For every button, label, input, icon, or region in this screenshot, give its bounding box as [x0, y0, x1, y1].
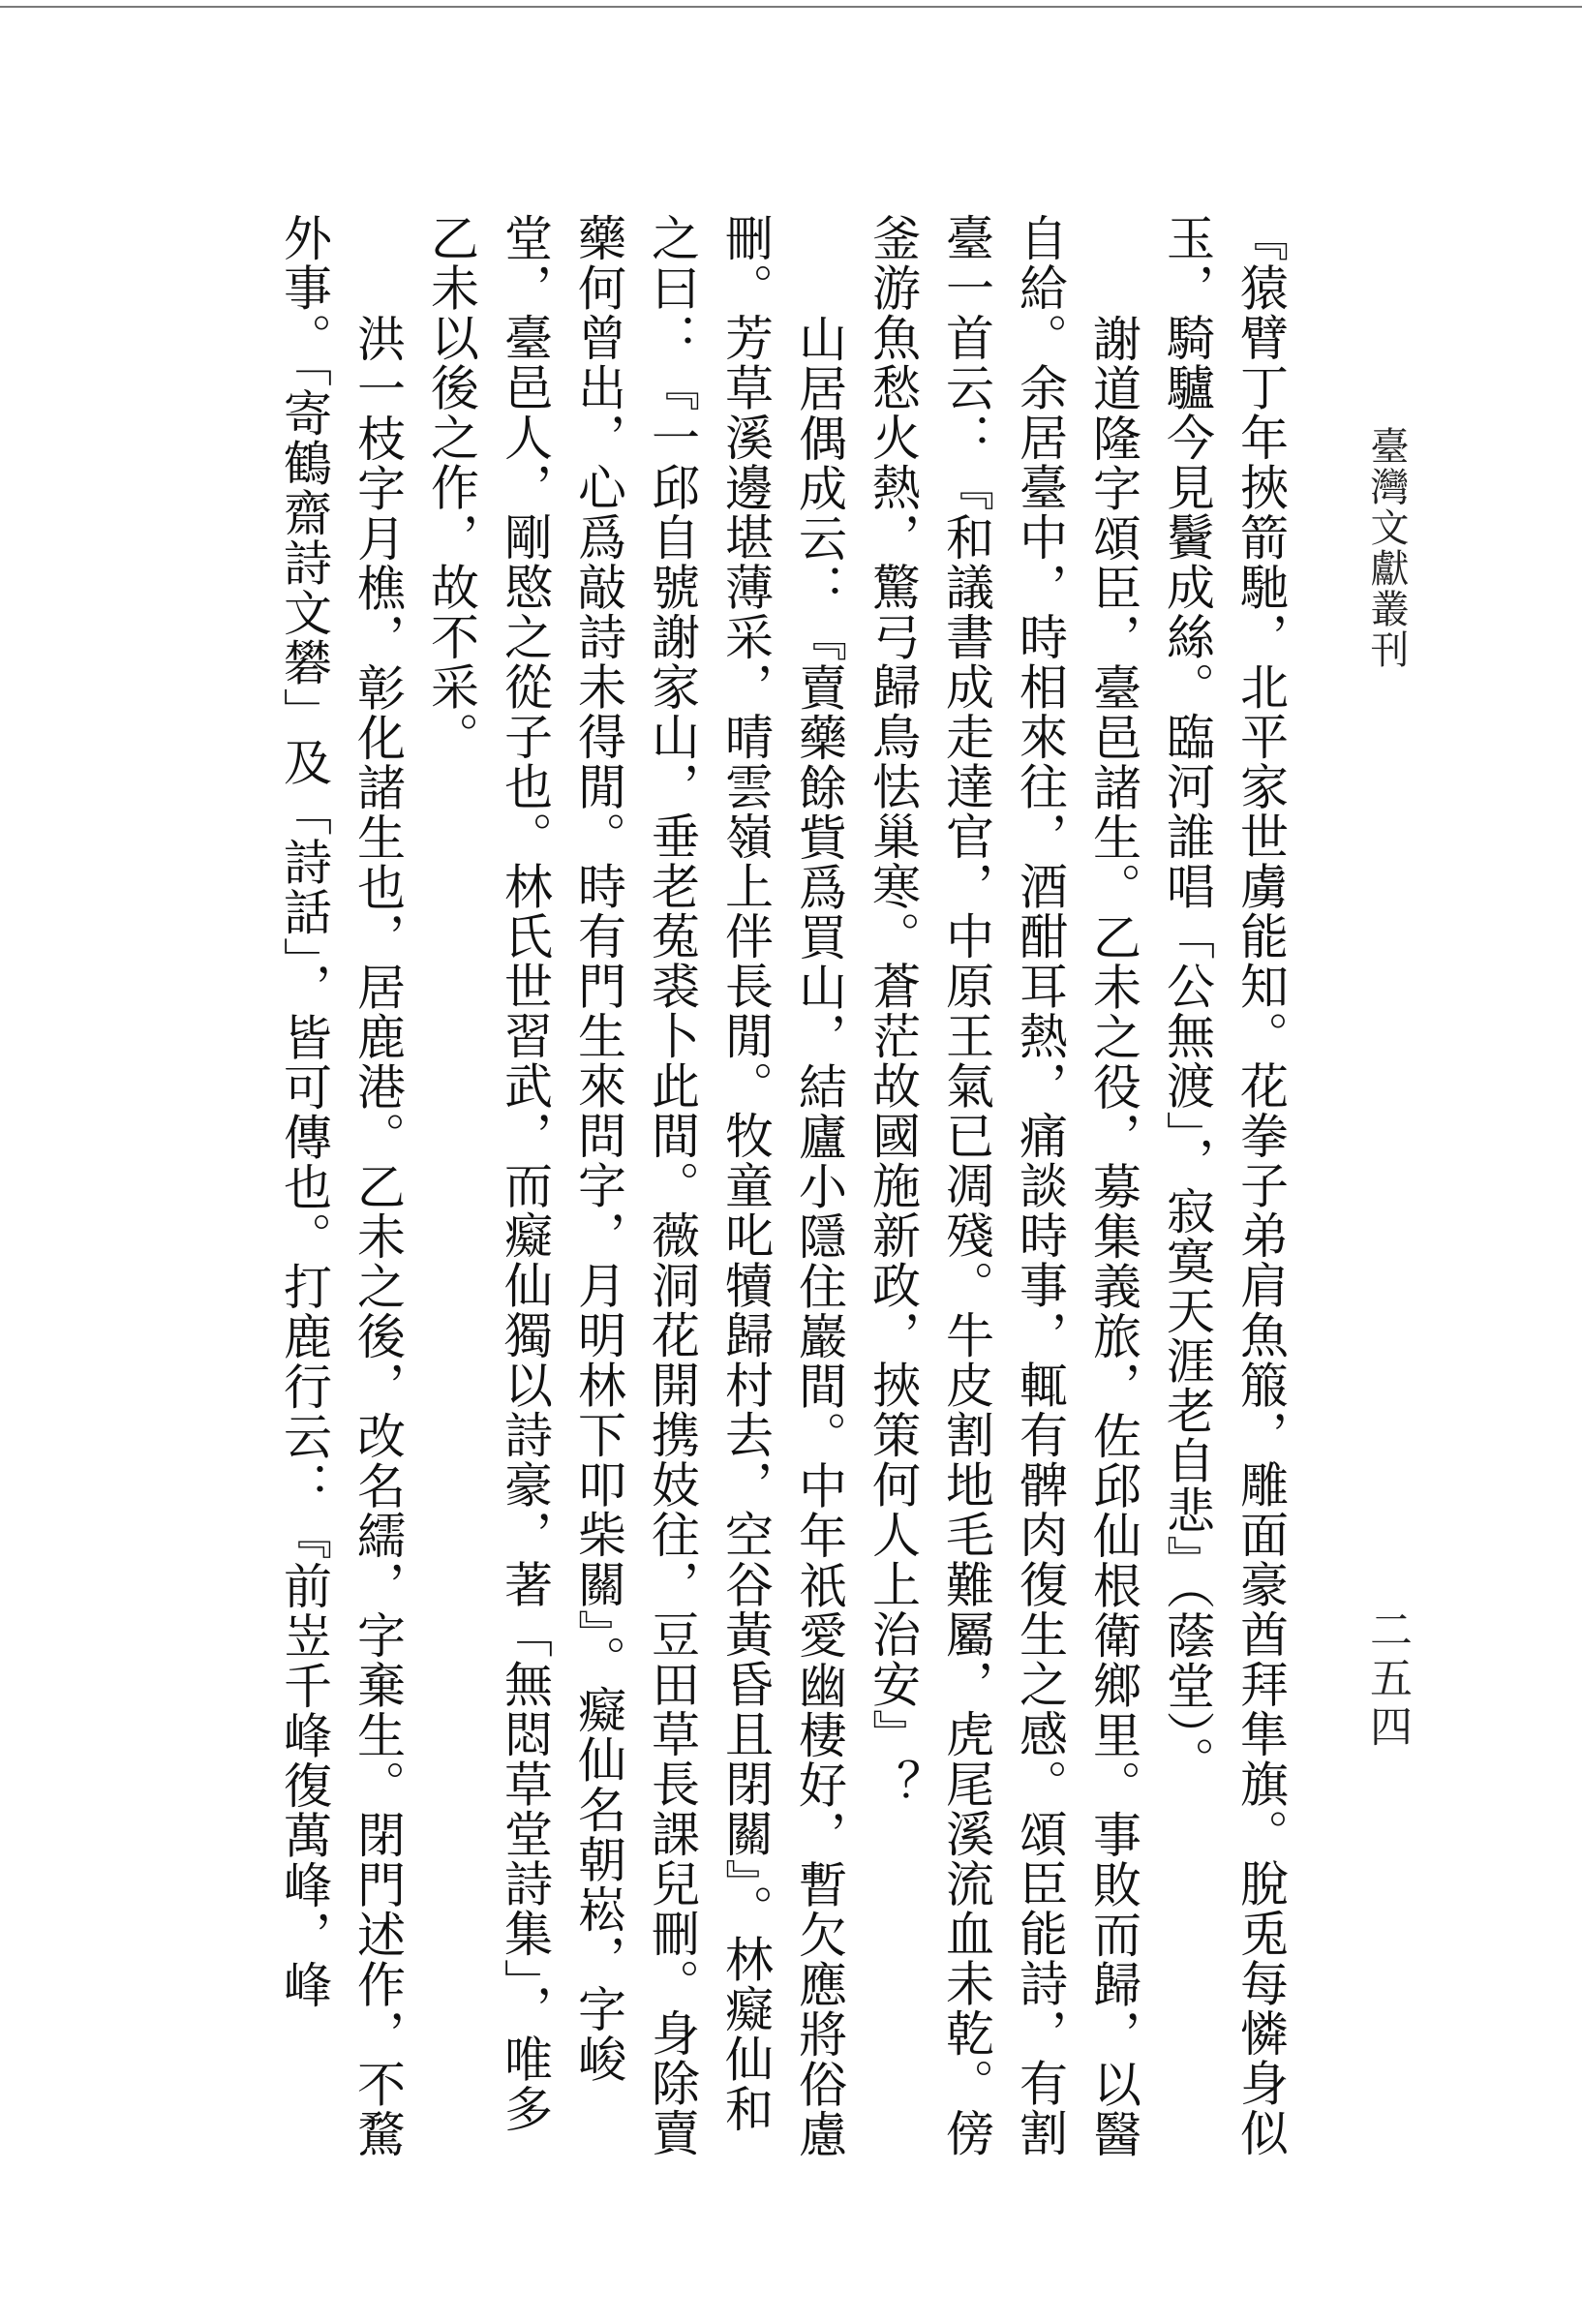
running-header-title: 臺灣文獻叢刊 — [1364, 426, 1409, 670]
paragraph-mountain-dwelling: 山居偶成云：『賣藥餘貲爲買山，結廬小隱住巖間。中年祇愛幽棲好，暫欠應將俗慮刪。芳草溪邊堪薄采，晴雲嶺上伴長閒。牧童叱犢歸村去，空谷黃昏且閉關』。林癡仙和之曰：『一邱自號謝家山，垂老菟裘卜此間。薇洞花開携妓往，豆田草長課兒刪。身除賣藥何曾出，心爲敲詩未得閒。時有門生來問字，月明林下叩柴關』。癡仙名朝崧，字峻堂，臺邑人，剛愍之從子也。林氏世習武，而癡仙獨以詩豪，著「無悶草堂詩集」，唯多乙未以後之作，故不采。 — [423, 213, 847, 2159]
paragraph-xie-daolong: 謝道隆字頌臣，臺邑諸生。乙未之役，募集義旅，佐邱仙根衛鄉里。事敗而歸，以醫自給。余居臺中，時相來往，酒酣耳熱，痛談時事，輒有髀肉復生之感。頌臣能詩，有割臺一首云：『和議書成走達官，中原王氣已凋殘。牛皮割地毛難屬，虎尾溪流血未乾。傍釜游魚愁火熱，驚弓歸鳥怯巢寒。蒼茫故國施新政，挾策何人上治安』？ — [865, 213, 1141, 2159]
top-border-rule — [0, 6, 1582, 8]
paragraph-hong-yizhi: 洪一枝字月樵，彰化諸生也，居鹿港。乙未之後，改名繻，字棄生。閉門述作，不騖外事。「寄鶴齋詩文礬」及「詩話」，皆可傳也。打鹿行云：『前岦千峰復萬峰，峰 — [276, 213, 406, 2159]
page-number: 二五四 — [1362, 1607, 1412, 1753]
paragraph-poem-continuation: 『猿臂丁年挾箭馳，北平家世虜能知。花拳子弟肩魚箙，雕面豪酋拜隼旗。脫兎每憐身似玉，騎驢今見鬢成絲。臨河誰唱「公無渡」，寂寞天涯老自悲』（蔭堂）。 — [1159, 213, 1289, 2158]
vertical-body-text — [116, 213, 1297, 2169]
